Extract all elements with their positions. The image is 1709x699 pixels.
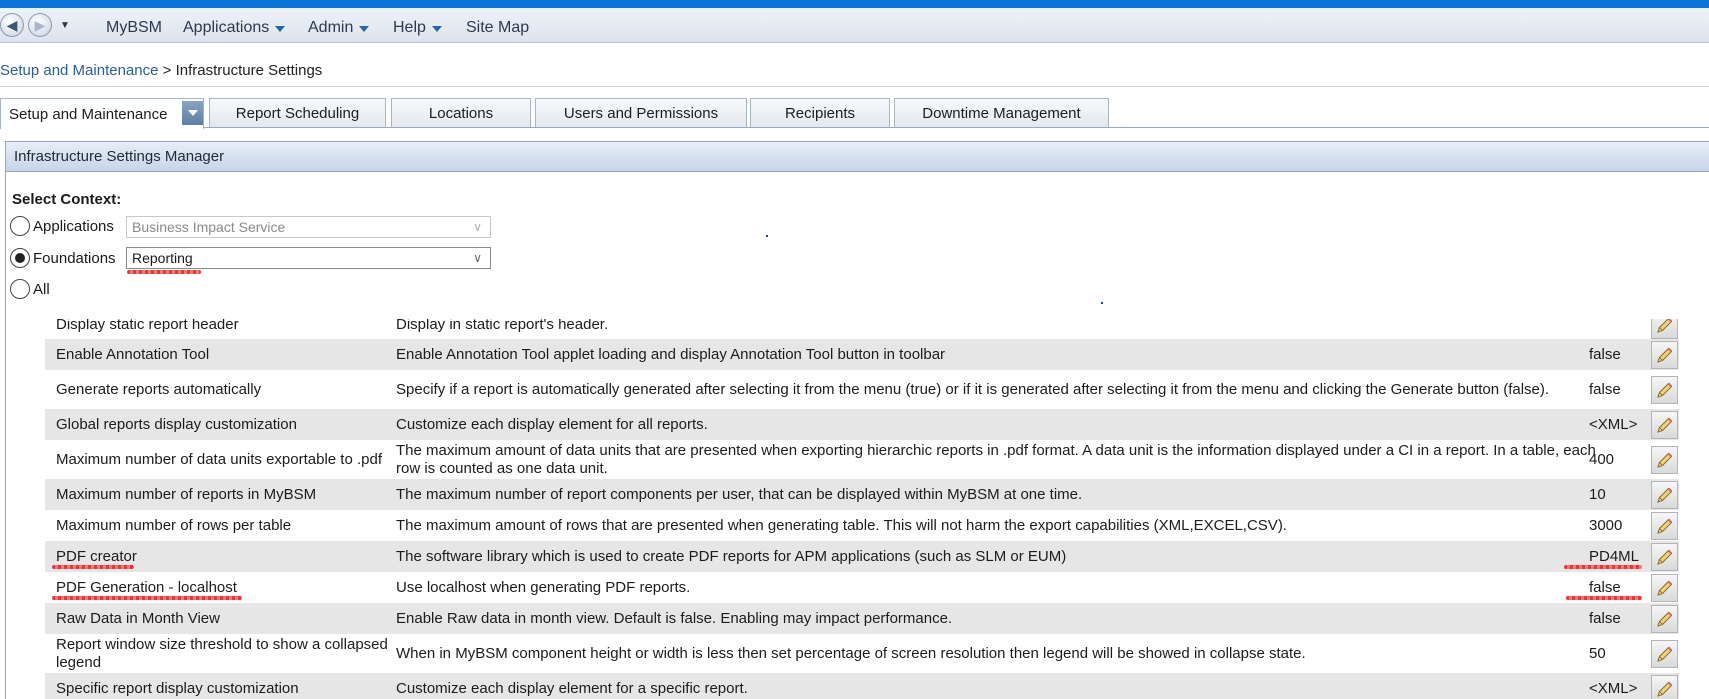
applications-select[interactable]: Business Impact Service ∨: [126, 216, 491, 238]
setting-value: false: [1589, 346, 1621, 363]
settings-table: [45, 319, 1679, 699]
pencil-icon: [1655, 319, 1675, 335]
pencil-icon: [1655, 679, 1675, 699]
context-foundations-row: [10, 248, 116, 268]
setting-name: Maximum number of reports in MyBSM: [56, 485, 317, 503]
setting-description: Customize each display element for a specific report.: [396, 679, 748, 697]
setting-value: PD4ML: [1589, 548, 1640, 565]
menu-help[interactable]: Help: [393, 19, 442, 37]
chevron-down-icon: [359, 26, 369, 32]
setting-description: Customize each display element for all reports.: [396, 415, 708, 433]
foundations-radio-label: Foundations: [33, 249, 116, 267]
table-row[interactable]: [45, 541, 1679, 572]
edit-button[interactable]: [1651, 574, 1678, 602]
tab-bar: [0, 98, 1709, 128]
tab-locations[interactable]: Locations: [391, 98, 531, 127]
menu-admin[interactable]: Admin: [308, 19, 369, 37]
setting-value: false: [1589, 579, 1621, 596]
table-row[interactable]: [45, 603, 1679, 634]
setting-description: Display in static report's header.: [396, 319, 609, 333]
setting-name: Report window size threshold to show a collapsed legend: [56, 635, 388, 671]
spellcheck-underline: [52, 565, 134, 569]
setting-description: Specify if a report is automatically generated after selecting it from the menu (true) or if it is generated after selecting it from the menu and clicking the Generate button (false).: [396, 380, 1550, 398]
setting-description: The software library which is used to create PDF reports for APM applications (such as SLM or EUM): [396, 547, 1067, 565]
stray-dot: [766, 235, 768, 237]
setting-name: Maximum number of data units exportable to .pdf: [56, 450, 383, 468]
table-row[interactable]: [45, 673, 1679, 699]
edit-button[interactable]: [1651, 543, 1678, 571]
setting-name: Display static report header: [56, 319, 239, 333]
chevron-down-icon: ∨: [473, 220, 482, 234]
spellcheck-underline: [1566, 596, 1642, 600]
table-row[interactable]: [45, 339, 1679, 370]
pencil-icon: [1655, 547, 1675, 567]
spellcheck-underline: [1564, 565, 1642, 569]
menu-bar: [0, 8, 1709, 43]
edit-button[interactable]: [1651, 605, 1678, 633]
context-all-row: [10, 279, 50, 299]
tab-report-scheduling[interactable]: Report Scheduling: [209, 98, 386, 127]
tab-dropdown-button[interactable]: [182, 101, 203, 125]
tab-users-and-permissions[interactable]: Users and Permissions: [535, 98, 747, 127]
forward-arrow-icon[interactable]: ▶: [28, 13, 52, 37]
pencil-icon: [1655, 345, 1675, 365]
all-radio[interactable]: [10, 279, 30, 299]
edit-button[interactable]: [1651, 446, 1678, 474]
pencil-icon: [1655, 380, 1675, 400]
select-context-label: Select Context:: [12, 191, 122, 208]
menu-mybsm[interactable]: MyBSM: [106, 19, 162, 36]
applications-radio-label: Applications: [33, 217, 114, 235]
menu-applications[interactable]: Applications: [183, 19, 285, 37]
setting-name: PDF Generation - localhost: [56, 578, 237, 596]
setting-value: 400: [1589, 451, 1615, 468]
breadcrumb: [0, 62, 322, 79]
chevron-down-icon: [275, 26, 285, 32]
edit-button[interactable]: [1651, 376, 1678, 404]
setting-description: The maximum number of report components per user, that can be displayed within MyBSM at one time.: [396, 485, 1083, 503]
chevron-down-icon: [188, 110, 198, 116]
setting-value: <XML>: [1589, 416, 1638, 433]
setting-description: Enable Annotation Tool applet loading and display Annotation Tool button in toolbar: [396, 345, 946, 363]
setting-name: PDF creator: [56, 547, 137, 565]
breadcrumb-separator: >: [158, 62, 176, 79]
spellcheck-underline: [127, 270, 201, 274]
edit-button[interactable]: [1651, 640, 1678, 668]
breadcrumb-divider: [0, 86, 1709, 87]
setting-value: <XML>: [1589, 680, 1638, 697]
setting-name: Maximum number of rows per table: [56, 516, 292, 534]
navigation-buttons: [0, 12, 82, 38]
tab-downtime-management[interactable]: Downtime Management: [894, 98, 1109, 127]
foundations-select[interactable]: Reporting ∨: [126, 247, 491, 269]
setting-value: false: [1589, 381, 1621, 398]
panel-title: Infrastructure Settings Manager: [6, 142, 1709, 172]
breadcrumb-link-setup[interactable]: Setup and Maintenance: [0, 62, 159, 79]
edit-button[interactable]: [1651, 411, 1678, 439]
chevron-down-icon: ∨: [473, 251, 482, 265]
edit-button[interactable]: [1651, 341, 1678, 369]
stray-dot: [1101, 302, 1103, 304]
setting-value: 3000: [1589, 517, 1623, 534]
setting-name: Global reports display customization: [56, 415, 297, 433]
pencil-icon: [1655, 516, 1675, 536]
table-row[interactable]: [45, 634, 1679, 673]
all-radio-label: All: [33, 280, 50, 298]
tab-setup-and-maintenance[interactable]: Setup and Maintenance: [0, 98, 204, 129]
setting-name: Raw Data in Month View: [56, 609, 220, 627]
table-row[interactable]: [45, 319, 1679, 339]
setting-description: The maximum amount of data units that are presented when exporting hierarchic reports in .pdf format. A data unit is the information displayed under a CI in a report. In a table, each row is counted as one data unit.: [396, 441, 1596, 477]
pencil-icon: [1655, 415, 1675, 435]
foundations-radio[interactable]: [10, 248, 30, 268]
top-accent-stripe: [0, 0, 1709, 8]
menu-site-map[interactable]: Site Map: [466, 19, 530, 36]
edit-button[interactable]: [1651, 675, 1678, 699]
pencil-icon: [1655, 450, 1675, 470]
edit-button[interactable]: [1651, 319, 1678, 339]
setting-description: Enable Raw data in month view. Default is false. Enabling may impact performance.: [396, 609, 953, 627]
setting-name: Enable Annotation Tool: [56, 345, 210, 363]
table-row[interactable]: [45, 479, 1679, 510]
table-row[interactable]: [45, 572, 1679, 603]
back-arrow-icon[interactable]: ◀: [0, 13, 24, 37]
setting-name: Specific report display customization: [56, 679, 299, 697]
spellcheck-underline: [52, 596, 242, 600]
setting-description: The maximum amount of rows that are presented when generating table. This will not harm the export capabilities (XML,EXCEL,CSV).: [396, 516, 1287, 534]
table-row[interactable]: [45, 409, 1679, 440]
setting-value: 10: [1589, 486, 1606, 503]
applications-radio[interactable]: [10, 216, 30, 236]
table-row[interactable]: [45, 370, 1679, 409]
table-row[interactable]: [45, 440, 1679, 479]
pencil-icon: [1655, 485, 1675, 505]
edit-button[interactable]: [1651, 481, 1678, 509]
pencil-icon: [1655, 644, 1675, 664]
setting-description: Use localhost when generating PDF reports.: [396, 578, 691, 596]
edit-button[interactable]: [1651, 512, 1678, 540]
breadcrumb-current: Infrastructure Settings: [175, 62, 323, 79]
table-row[interactable]: [45, 510, 1679, 541]
history-dropdown-icon[interactable]: ▼: [60, 20, 70, 31]
context-applications-row: [10, 216, 114, 236]
setting-description: When in MyBSM component height or width is less then set percentage of screen resolution then legend will be showed in collapse state.: [396, 644, 1306, 662]
pencil-icon: [1655, 609, 1675, 629]
pencil-icon: [1655, 578, 1675, 598]
chevron-down-icon: [432, 26, 442, 32]
setting-name: Generate reports automatically: [56, 380, 262, 398]
setting-value: 50: [1589, 645, 1606, 662]
tab-recipients[interactable]: Recipients: [750, 98, 890, 127]
setting-value: false: [1589, 610, 1621, 627]
